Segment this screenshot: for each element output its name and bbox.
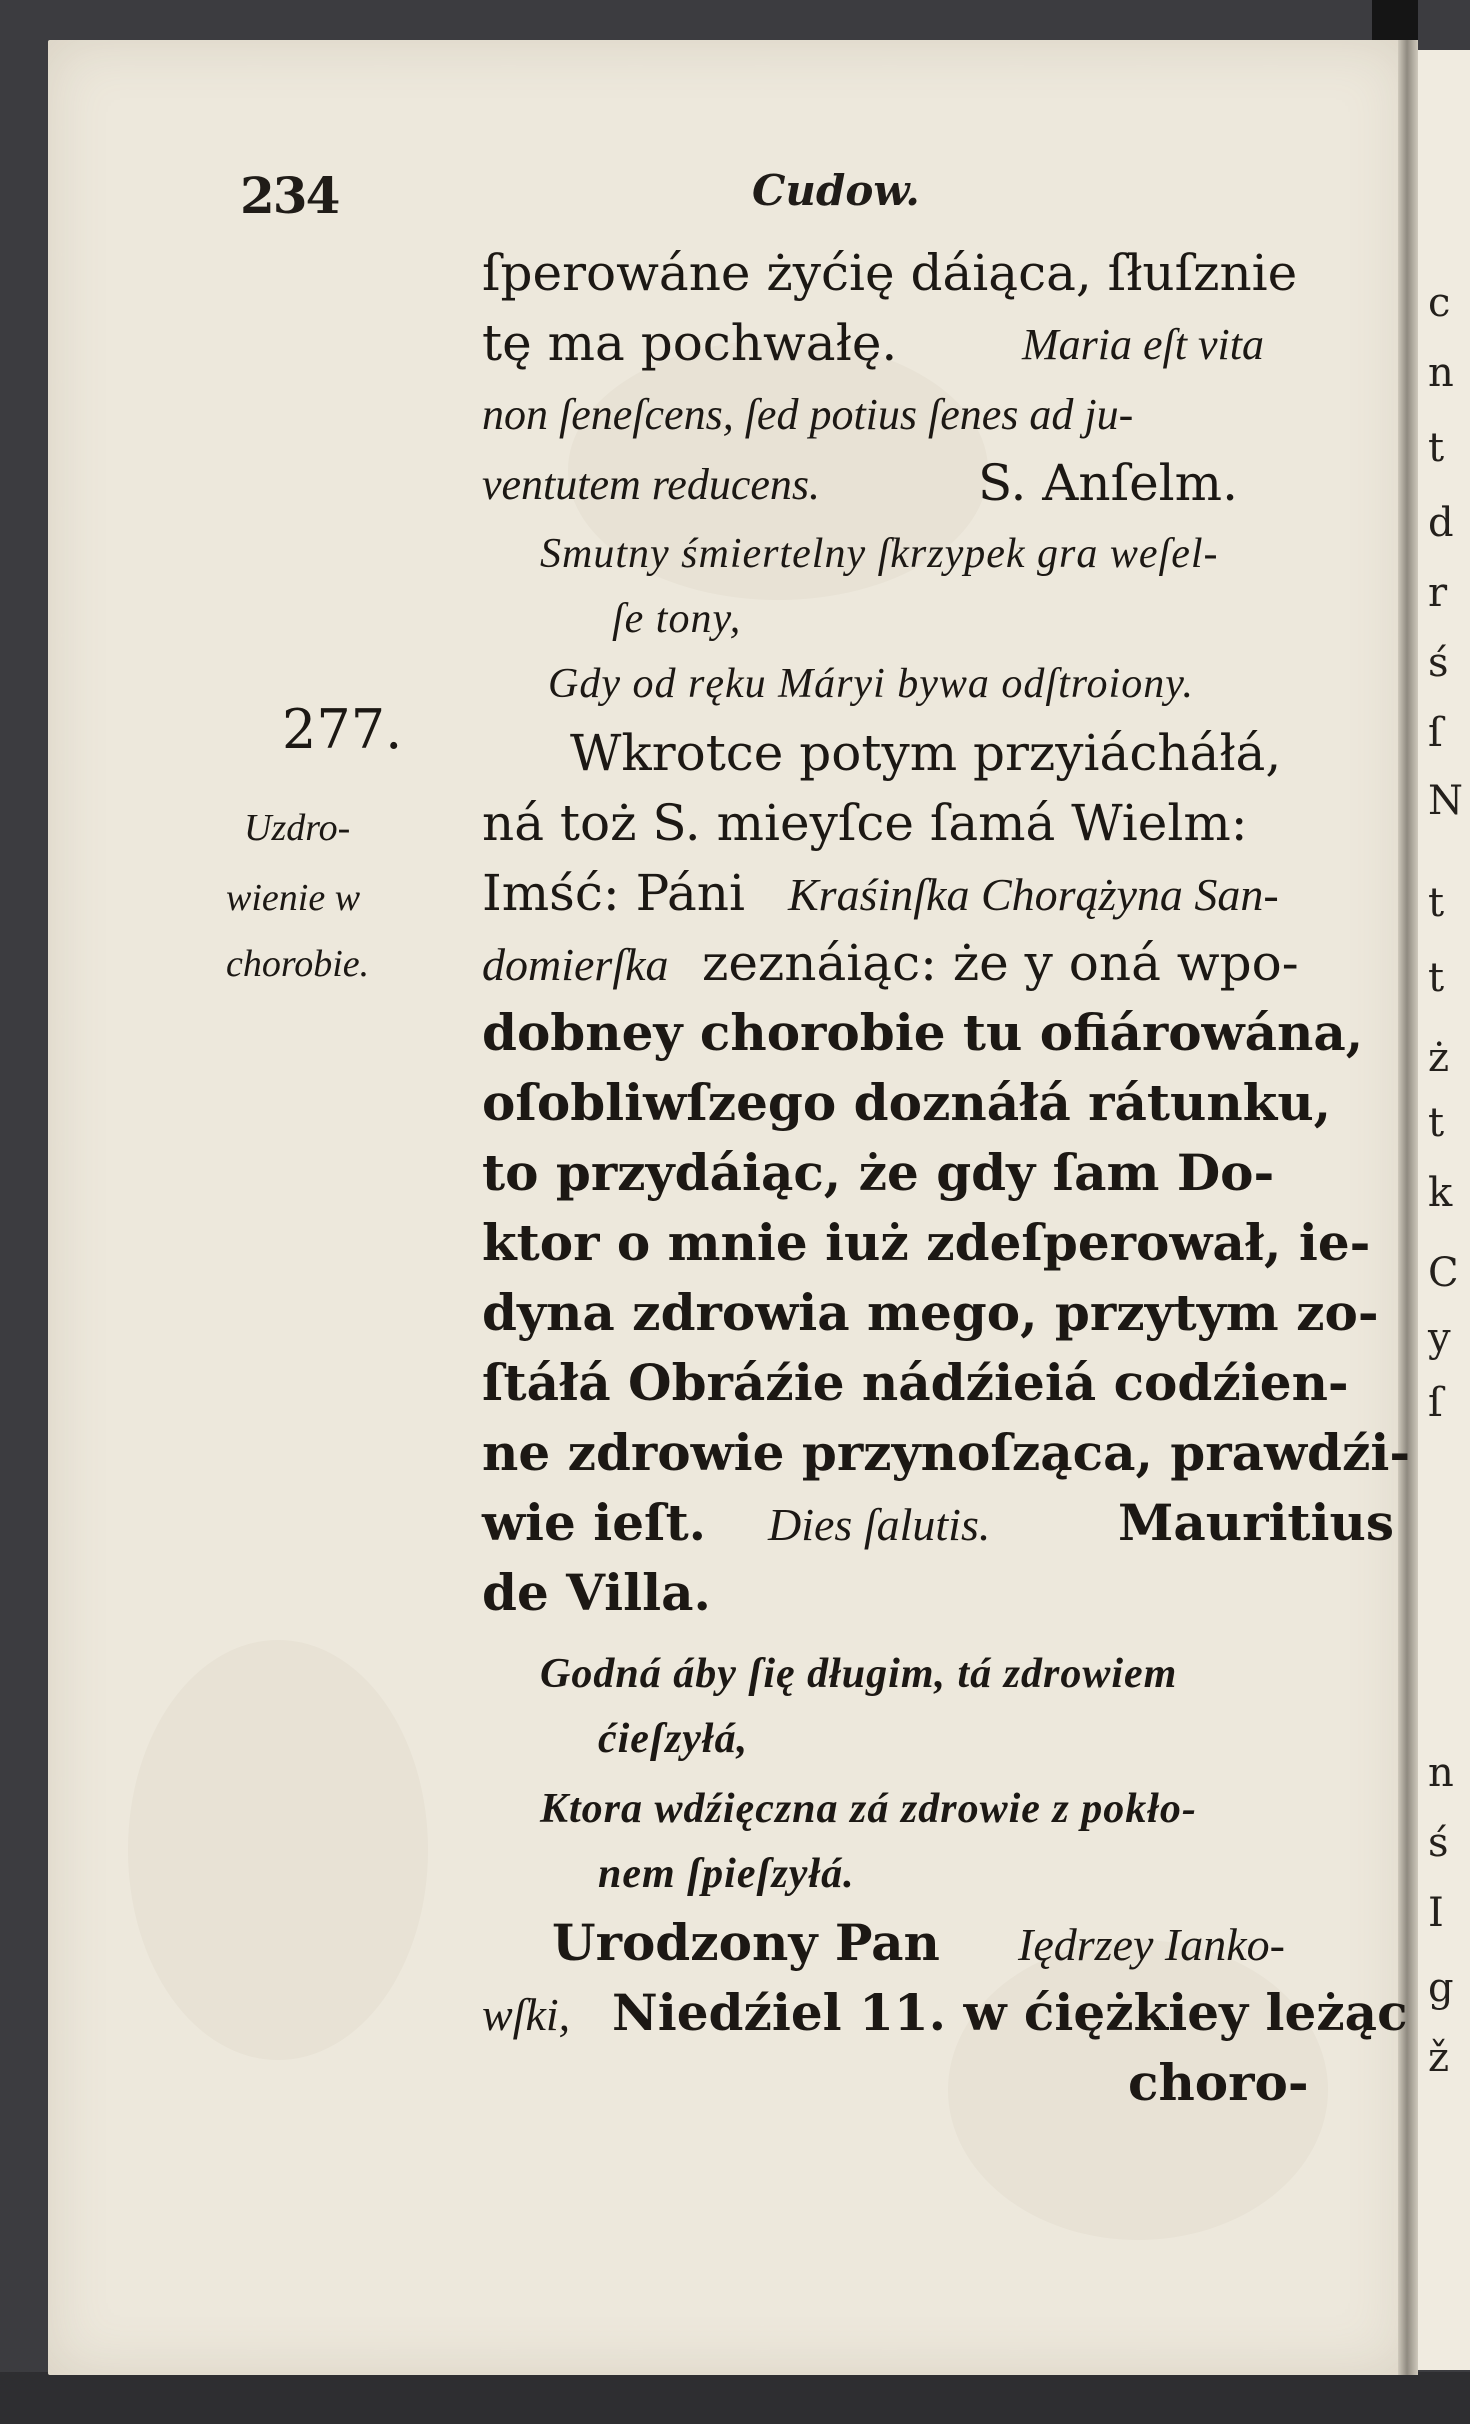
right-page-fragment: ſ — [1428, 1380, 1443, 1426]
right-page-fragment: ś — [1428, 640, 1449, 686]
latin-quote: Maria eſt vita — [1022, 320, 1264, 369]
right-page-fragment: y — [1428, 1315, 1451, 1361]
right-page-fragment: t — [1428, 880, 1445, 926]
right-page-fragment: t — [1428, 1100, 1445, 1146]
right-page-fragment: g — [1428, 1965, 1454, 2011]
text-line: Urodzony Pan — [552, 1913, 940, 1972]
text-line: ktor o mnie iuż zdeſperował, ie- — [482, 1213, 1371, 1272]
right-page-edge — [1418, 50, 1470, 2370]
text-line: to przydáiąc, że gdy ſam Do- — [482, 1143, 1275, 1202]
text-line: ná toż S. mieyſce ſamá Wielm: — [482, 794, 1248, 852]
latin-quote: ventutem reducens. — [482, 460, 821, 509]
right-page-fragment: r — [1428, 570, 1448, 616]
text-line: zeznáiąc: że y oná wpo- — [702, 934, 1299, 992]
italic-name: domierſka — [482, 939, 669, 990]
citation: S. Anſelm. — [978, 454, 1238, 512]
text-line: Wkrotce potym przyiácháłá, — [570, 724, 1282, 782]
catchword: choro- — [1128, 2053, 1309, 2112]
text-line: Niedźiel 11. w ćiężkiey leżąc — [612, 1983, 1408, 2042]
right-page-fragment: C — [1428, 1250, 1459, 1296]
verse-line: nem ſpieſzyłá. — [598, 1851, 855, 1897]
latin-quote: non ſeneſcens, ſed potius ſenes ad ju- — [482, 390, 1134, 439]
margin-note-line: Uzdro- — [244, 807, 351, 849]
right-page-fragment: k — [1428, 1170, 1453, 1216]
right-page-fragment: ž — [1428, 2035, 1450, 2081]
text-line: dyna zdrowia mego, przytym zo- — [482, 1283, 1379, 1342]
text-line: oſobliwſzego doznáłá rátunku, — [482, 1073, 1332, 1132]
margin-note-line: wienie w — [226, 877, 361, 919]
text-line: wie ieſt. — [482, 1493, 707, 1552]
citation: de Villa. — [482, 1563, 711, 1622]
latin-quote: Dies ſalutis. — [768, 1499, 991, 1550]
page-number: 234 — [240, 166, 339, 225]
right-page-fragment: n — [1428, 1750, 1454, 1796]
right-page-fragment: n — [1428, 350, 1454, 396]
running-head: Cudow. — [752, 166, 920, 215]
text-line: ne zdrowie przynoſząca, prawdźi- — [482, 1423, 1411, 1482]
right-page-fragment: I — [1428, 1890, 1444, 1936]
citation: Mauritius — [1118, 1493, 1395, 1552]
verse-line: Gdy od ręku Máryi bywa odſtroiony. — [548, 661, 1195, 707]
verse-line: Smutny śmiertelny ſkrzypek gra weſel- — [540, 531, 1219, 577]
italic-name: wſki, — [482, 1989, 571, 2040]
right-page-fragment: ż — [1428, 1035, 1450, 1081]
right-page-fragment: t — [1428, 425, 1445, 471]
verse-line: Ktora wdźięczna zá zdrowie z pokło- — [540, 1786, 1197, 1832]
italic-name: Kraśinſka Chorążyna San- — [788, 869, 1279, 920]
margin-number: 277. — [282, 698, 403, 761]
text-line: dobney chorobie tu ofiárowána, — [482, 1003, 1364, 1062]
right-page-fragment: d — [1428, 500, 1454, 546]
paper-stain — [128, 1640, 428, 2060]
right-page-fragment: c — [1428, 280, 1451, 326]
text-line: ſperowáne żyćię dáiąca, ſłuſznie — [482, 244, 1298, 302]
right-page-fragment: ś — [1428, 1820, 1449, 1866]
verse-line: ćieſzyłá, — [598, 1716, 749, 1762]
scanner-bed-edge — [0, 2372, 1470, 2424]
text-line: Imść: Páni — [482, 864, 745, 922]
italic-name: Iędrzey Ianko- — [1018, 1919, 1285, 1970]
verse-line: ſe tony, — [612, 596, 742, 642]
text-line: tę ma pochwałę. — [482, 314, 898, 372]
text-line: ſtáłá Obráźie nádźieiá codźien- — [482, 1353, 1349, 1412]
margin-note-line: chorobie. — [226, 943, 370, 985]
right-page-fragment: N — [1428, 778, 1463, 824]
right-page-fragment: ſ — [1428, 710, 1443, 756]
verse-line: Godná áby ſię długim, tá zdrowiem — [540, 1651, 1178, 1697]
right-page-fragment: t — [1428, 955, 1445, 1001]
